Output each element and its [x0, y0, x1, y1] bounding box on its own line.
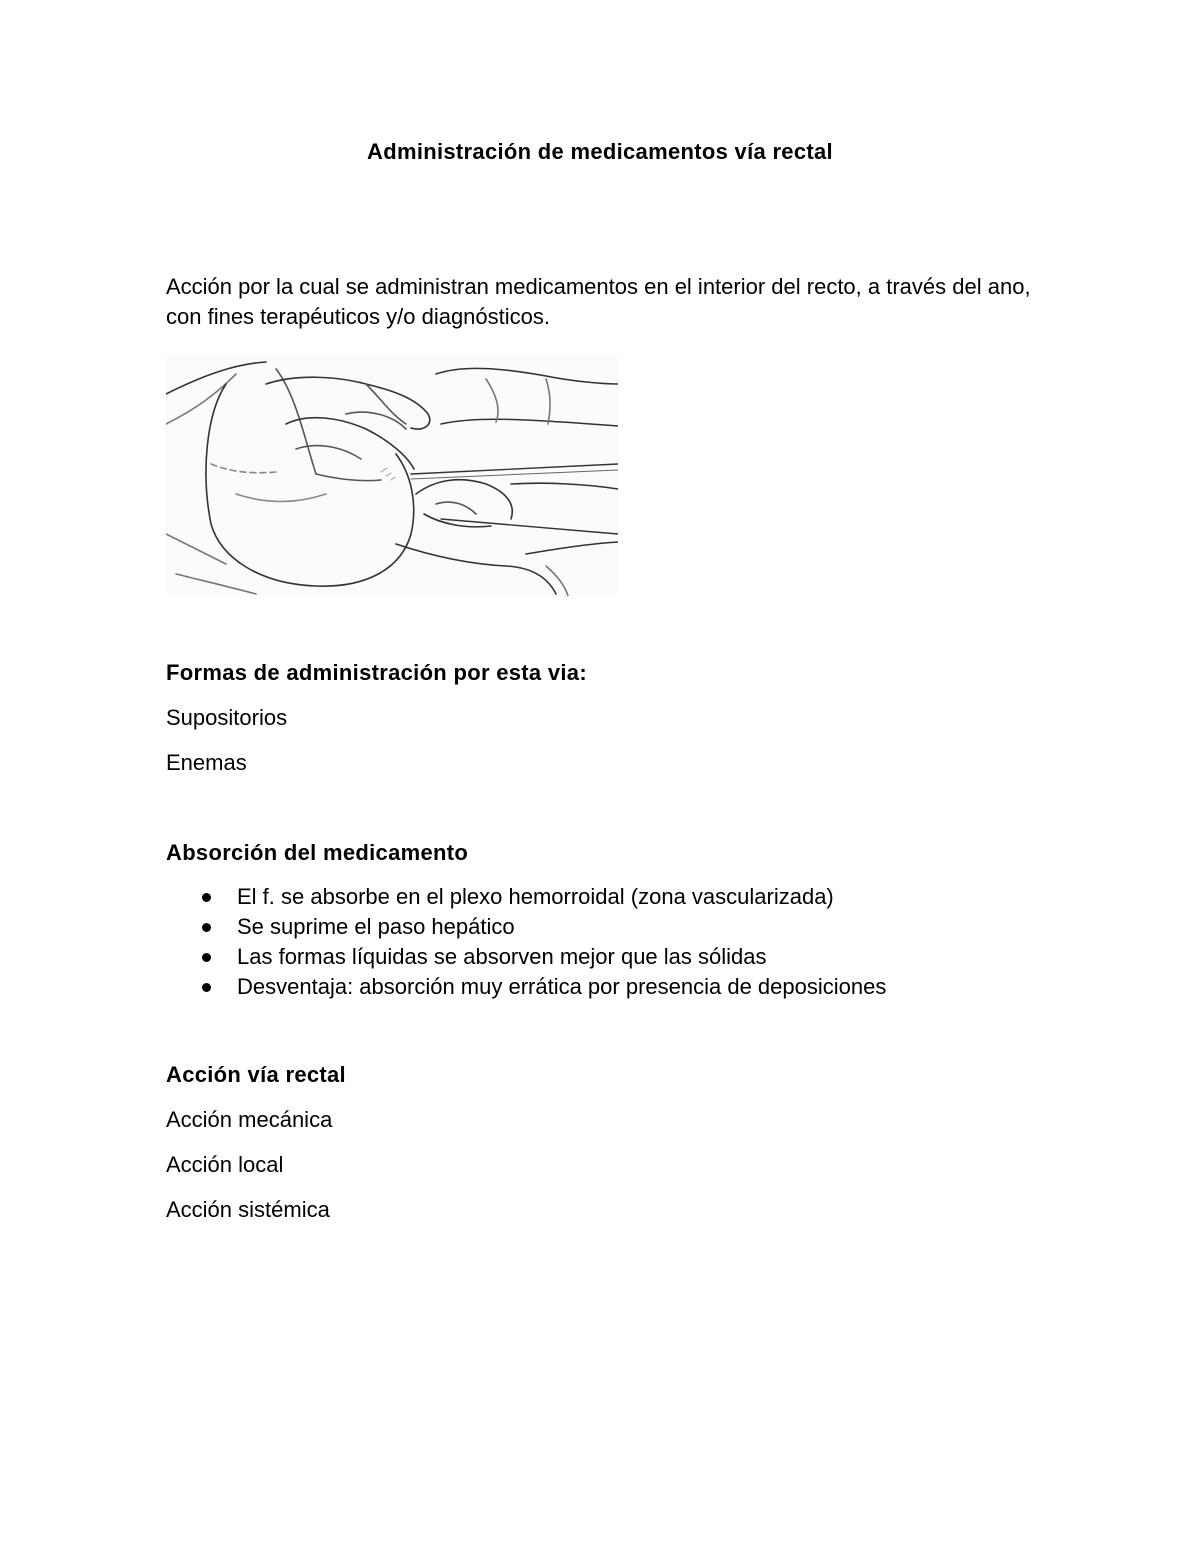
bullet-item — [166, 882, 886, 912]
document-title: Administración de medicamentos vía rectal — [367, 139, 833, 164]
absorcion-heading: Absorción del medicamento — [166, 840, 469, 865]
formas-item-supositorios: Supositorios — [166, 705, 288, 730]
rectal-administration-illustration — [166, 354, 618, 596]
bullet-text: Desventaja: absorción muy errática por presencia de deposiciones — [237, 974, 887, 999]
absorcion-bullet-list — [166, 882, 886, 1002]
accion-item-sistemica: Acción sistémica — [166, 1197, 330, 1222]
bullet-text: Se suprime el paso hepático — [237, 914, 515, 939]
formas-item-enemas: Enemas — [166, 750, 247, 775]
bullet-dot-icon — [202, 893, 211, 902]
bullet-text: El f. se absorbe en el plexo hemorroidal (zona vascularizada) — [237, 884, 834, 909]
accion-item-local: Acción local — [166, 1152, 284, 1177]
bullet-dot-icon — [202, 983, 211, 992]
bullet-dot-icon — [202, 923, 211, 932]
formas-heading: Formas de administración por esta via: — [166, 660, 587, 685]
accion-heading: Acción vía rectal — [166, 1062, 346, 1087]
bullet-item — [166, 972, 886, 1002]
bullet-item — [166, 912, 886, 942]
intro-paragraph: Acción por la cual se administran medicamentos en el interior del recto, a través del ano, con fines terapéuticos y/o diagnósticos. — [166, 274, 1031, 329]
bullet-text: Las formas líquidas se absorven mejor que las sólidas — [237, 944, 767, 969]
bullet-dot-icon — [202, 953, 211, 962]
accion-item-mecanica: Acción mecánica — [166, 1107, 333, 1132]
bullet-item — [166, 942, 886, 972]
